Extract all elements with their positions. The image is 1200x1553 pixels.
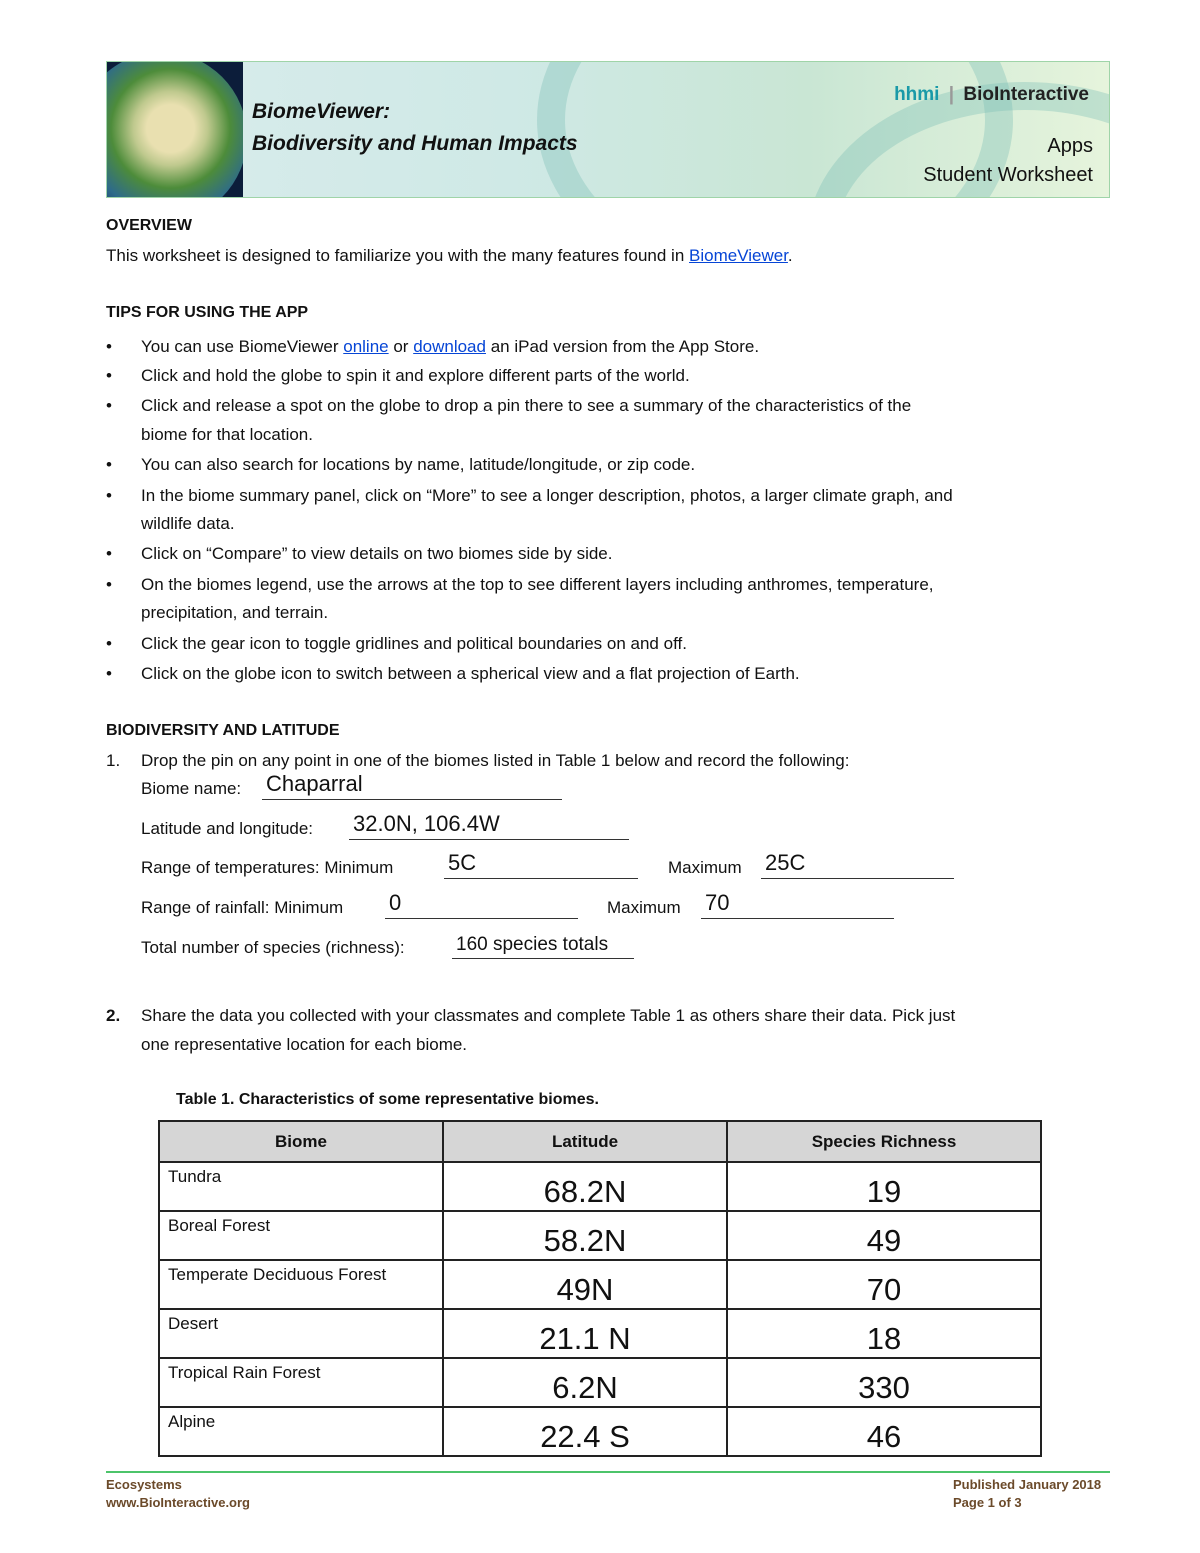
title-line2: Biodiversity and Human Impacts bbox=[252, 132, 578, 155]
header-banner bbox=[106, 61, 1110, 198]
footer-divider bbox=[106, 1471, 1110, 1473]
table-header-row bbox=[159, 1121, 1041, 1162]
header-biome: Biome bbox=[159, 1121, 443, 1162]
species-cell[interactable]: 330 bbox=[727, 1358, 1041, 1407]
footer-published: Published January 2018 bbox=[953, 1477, 1102, 1492]
latlon-label: Latitude and longitude: bbox=[141, 819, 314, 838]
temp-max-label: Maximum bbox=[668, 858, 742, 877]
table-row bbox=[159, 1407, 1041, 1456]
latlon-field[interactable]: 32.0N, 106.4W bbox=[349, 813, 629, 840]
table-row bbox=[159, 1309, 1041, 1358]
online-link[interactable]: online bbox=[343, 337, 389, 356]
rain-max-field[interactable]: 70 bbox=[701, 892, 894, 919]
tips-heading: TIPS FOR USING THE APP bbox=[106, 304, 309, 321]
biome-cell: Tropical Rain Forest bbox=[159, 1358, 443, 1407]
temp-max-field[interactable]: 25C bbox=[761, 852, 954, 879]
download-link[interactable]: download bbox=[413, 337, 486, 356]
species-field[interactable]: 160 species totals bbox=[452, 932, 634, 959]
latitude-cell[interactable]: 6.2N bbox=[443, 1358, 727, 1407]
biome-table bbox=[158, 1120, 1042, 1457]
rain-max-label: Maximum bbox=[607, 898, 681, 917]
species-label: Total number of species (richness): bbox=[141, 938, 405, 957]
title-line1: BiomeViewer: bbox=[252, 100, 391, 123]
latitude-cell[interactable]: 49N bbox=[443, 1260, 727, 1309]
overview-heading: OVERVIEW bbox=[106, 217, 192, 234]
biome-cell: Boreal Forest bbox=[159, 1211, 443, 1260]
latitude-cell[interactable]: 68.2N bbox=[443, 1162, 727, 1211]
table-caption: Table 1. Characteristics of some representative biomes. bbox=[176, 1091, 599, 1108]
biomeviewer-link[interactable]: BiomeViewer bbox=[689, 246, 788, 265]
q2-text-cont: one representative location for each biome. bbox=[141, 1035, 468, 1054]
q2-number: 2. bbox=[106, 1006, 121, 1025]
header-latitude: Latitude bbox=[443, 1121, 727, 1162]
latitude-cell[interactable]: 22.4 S bbox=[443, 1407, 727, 1456]
temp-min-field[interactable]: 5C bbox=[444, 852, 638, 879]
species-cell[interactable]: 70 bbox=[727, 1260, 1041, 1309]
q1-number: 1. bbox=[106, 751, 121, 770]
table-row bbox=[159, 1358, 1041, 1407]
biome-cell: Tundra bbox=[159, 1162, 443, 1211]
temp-min-label: Range of temperatures: Minimum bbox=[141, 858, 394, 877]
latitude-cell[interactable]: 58.2N bbox=[443, 1211, 727, 1260]
globe-image bbox=[107, 62, 243, 197]
rain-min-field[interactable]: 0 bbox=[385, 892, 578, 919]
footer-page: Page 1 of 3 bbox=[953, 1495, 1022, 1510]
biome-name-field[interactable]: Chaparral bbox=[262, 773, 562, 800]
latitude-cell[interactable]: 21.1 N bbox=[443, 1309, 727, 1358]
rain-min-label: Range of rainfall: Minimum bbox=[141, 898, 344, 917]
doc-type-label: Student Worksheet bbox=[923, 164, 1093, 186]
table-row bbox=[159, 1260, 1041, 1309]
overview-text: This worksheet is designed to familiarize you with the many features found in BiomeViewer. bbox=[106, 246, 793, 265]
header-species: Species Richness bbox=[727, 1121, 1041, 1162]
footer-url[interactable]: www.BioInteractive.org bbox=[106, 1495, 250, 1510]
q1-text: Drop the pin on any point in one of the biomes listed in Table 1 below and record the following: bbox=[141, 751, 850, 770]
q2-text: Share the data you collected with your classmates and complete Table 1 as others share their data. Pick just bbox=[141, 1006, 956, 1025]
species-cell[interactable]: 18 bbox=[727, 1309, 1041, 1358]
footer-unit: Ecosystems bbox=[106, 1477, 182, 1492]
biome-cell: Desert bbox=[159, 1309, 443, 1358]
table-row bbox=[159, 1162, 1041, 1211]
species-cell[interactable]: 19 bbox=[727, 1162, 1041, 1211]
biome-cell: Alpine bbox=[159, 1407, 443, 1456]
species-cell[interactable]: 46 bbox=[727, 1407, 1041, 1456]
category-label: Apps bbox=[1047, 135, 1093, 157]
worksheet-page: BiomeViewer: Biodiversity and Human Impacts hhmi | BioInteractive Apps Student Worksheet OVERVIEW This worksheet is designed to familiarize you with the many features found in BiomeViewer. TIPS FOR USING THE APP • You can use BiomeViewer online or download an iPad version from the App Store. • Click and hold the globe to spin it and explore different parts of the world. • Click and release a spot on the globe to drop a pin there to see a summary of the characteristics of the biome for that location. • You can also search for locations by name, latitude/longitude, or zip code. • In the biome summary panel, click on “More” to see a longer description, photos, a larger climate graph, and wildlife data. • Click on “Compare” to view details on two biomes side by side. • On the biomes legend, use the arrows at the top to see different layers including anthromes, temperature, precipitation, and terrain. • Click the gear icon to toggle gridlines and political boundaries on and off. • Click on the globe icon to switch between a spherical view and a flat projection of Earth. BIODIVERSITY AND LATITUDE 1. Drop the pin on any point in one of the biomes listed in Table 1 below and record the following: Biome name: Chaparral Latitude and longitude: 32.0N, 106.4W Range of temperatures: Minimum 5C Maximum 25C Range of rainfall: Minimum 0 Maximum 70 Total number of species (richness): 160 species totals 2. Share the data you collected with your classmates and complete Table 1 as others share their data. Pick just one representative location for each biome. Table 1. Characteristics of some representative biomes. Biome Latitude Species Richness Tundra 68.2N 19 Boreal Forest 58.2N 49 Temperate Deciduous Forest 49N 70 Desert 21.1 N 18 Tropical Rain Forest 6.2N 330 Alpine 22.4 S 46 Ecosystems www.BioInteractive.org Published January 2018 Page 1 of 3 bbox=[0, 0, 1200, 1553]
table-row bbox=[159, 1211, 1041, 1260]
section-heading: BIODIVERSITY AND LATITUDE bbox=[106, 722, 340, 739]
species-cell[interactable]: 49 bbox=[727, 1211, 1041, 1260]
biome-name-label: Biome name: bbox=[141, 779, 242, 798]
biome-cell: Temperate Deciduous Forest bbox=[159, 1260, 443, 1309]
hhmi-logo: hhmi | BioInteractive bbox=[894, 84, 1089, 105]
